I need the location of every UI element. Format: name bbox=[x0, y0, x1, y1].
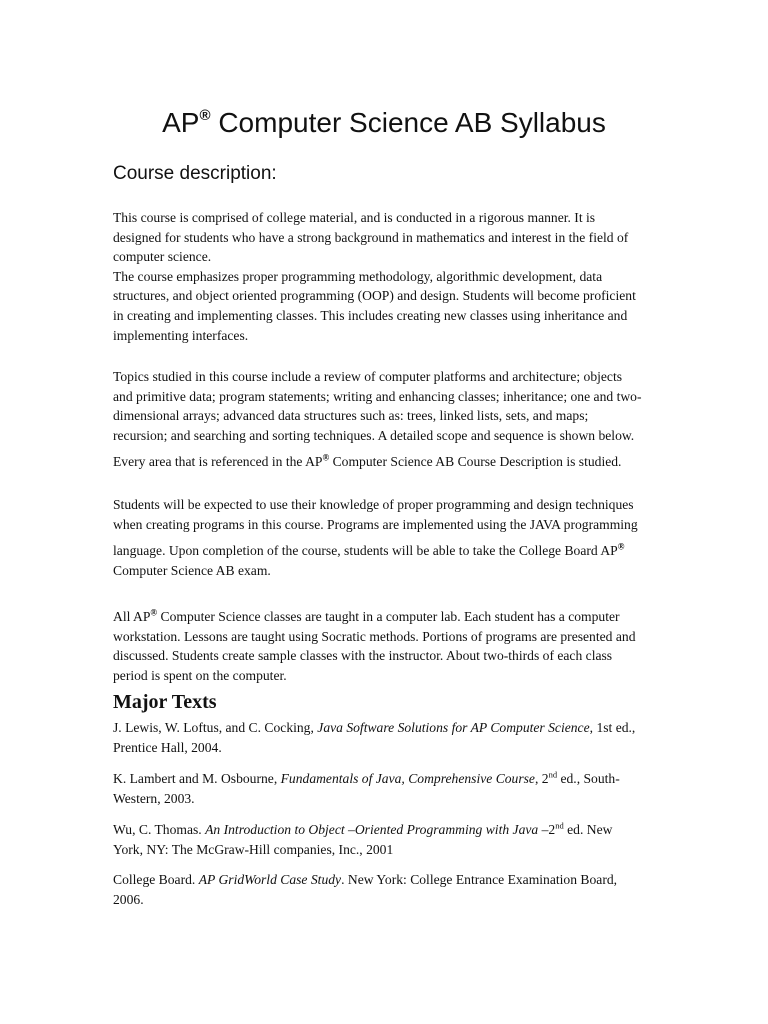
ordinal-suffix: nd bbox=[548, 769, 558, 780]
text-line: All AP® Computer Science classes are taught in a computer lab. Each student has a computer bbox=[113, 607, 620, 624]
book-title: Fundamentals of Java, Comprehensive Course bbox=[280, 771, 535, 786]
course-description-heading: Course description: bbox=[113, 163, 277, 184]
text-line: The course emphasizes proper programming methodology, algorithmic development, data bbox=[113, 268, 603, 284]
registered-mark: ® bbox=[322, 452, 330, 463]
text-line: in creating and implementing classes. This includes creating new classes using inheritance and bbox=[113, 307, 628, 323]
text-line: K. Lambert and M. Osbourne, Fundamentals of Java, Comprehensive Course, 2nd ed., South- bbox=[113, 769, 620, 786]
text-line: recursion; and searching and sorting techniques. A detailed scope and sequence is shown below. bbox=[113, 427, 635, 443]
text-line: 2006. bbox=[113, 891, 144, 907]
registered-mark: ® bbox=[199, 107, 211, 124]
registered-mark: ® bbox=[617, 541, 625, 552]
text-line: York, NY: The McGraw-Hill companies, Inc., 2001 bbox=[113, 841, 394, 857]
text-line: designed for students who have a strong background in mathematics and interest in the field of bbox=[113, 229, 629, 245]
text-line: computer science. bbox=[113, 249, 212, 265]
course-paragraph-4 bbox=[113, 607, 663, 685]
text-line: Wu, C. Thomas. An Introduction to Object –Oriented Programming with Java –2nd ed. New bbox=[113, 820, 613, 837]
book-title: An Introduction to Object –Oriented Programming with Java bbox=[205, 822, 539, 837]
text-line: structures, and object oriented programming (OOP) and design. Students will become proficient bbox=[113, 288, 636, 304]
title-prefix: AP bbox=[162, 107, 200, 138]
course-paragraph-1 bbox=[113, 208, 663, 345]
reference-item bbox=[113, 820, 673, 859]
text-line: Every area that is referenced in the AP® Computer Science AB Course Description is studied. bbox=[113, 452, 622, 470]
text-line: period is spent on the computer. bbox=[113, 667, 287, 683]
text-line: Students will be expected to use their knowledge of proper programming and design techniques bbox=[113, 497, 634, 512]
text-line: implementing interfaces. bbox=[113, 327, 249, 343]
ordinal-suffix: nd bbox=[555, 820, 564, 831]
reference-item bbox=[113, 718, 673, 757]
text-line: dimensional arrays; advanced data structures such as: trees, linked lists, sets, and maps; bbox=[113, 408, 589, 424]
title-rest: Computer Science AB Syllabus bbox=[210, 107, 606, 138]
text-line: workstation. Lessons are taught using Socratic methods. Portions of programs are presented and bbox=[113, 628, 636, 644]
page-title bbox=[0, 98, 768, 141]
text-line: language. Upon completion of the course, students will be able to take the College Board AP® bbox=[113, 541, 625, 559]
text-line: when creating programs in this course. Programs are implemented using the JAVA programming bbox=[113, 516, 638, 532]
book-title: Java Software Solutions for AP Computer Science bbox=[317, 720, 590, 735]
text-line: College Board. AP GridWorld Case Study. New York: College Entrance Examination Board, bbox=[113, 872, 618, 887]
reference-item bbox=[113, 769, 673, 808]
registered-mark: ® bbox=[150, 607, 158, 618]
course-paragraph-2 bbox=[113, 367, 663, 472]
text-line: Prentice Hall, 2004. bbox=[113, 739, 222, 755]
text-line: Topics studied in this course include a review of computer platforms and architecture; objects bbox=[113, 369, 623, 384]
text-line: Computer Science AB exam. bbox=[113, 562, 271, 578]
reference-item bbox=[113, 870, 673, 909]
course-paragraph-3 bbox=[113, 495, 663, 580]
text-line: discussed. Students create sample classes with the instructor. About two-thirds of each class bbox=[113, 648, 613, 664]
text-line: This course is comprised of college material, and is conducted in a rigorous manner. It is bbox=[113, 210, 596, 225]
text-line: and primitive data; program statements; writing and enhancing classes; inheritance; one and two- bbox=[113, 388, 642, 404]
book-title: AP GridWorld Case Study bbox=[198, 872, 342, 887]
major-texts-heading: Major Texts bbox=[113, 691, 217, 713]
text-line: J. Lewis, W. Loftus, and C. Cocking, Java Software Solutions for AP Computer Science, 1st ed., bbox=[113, 720, 636, 735]
text-line: Western, 2003. bbox=[113, 790, 195, 806]
